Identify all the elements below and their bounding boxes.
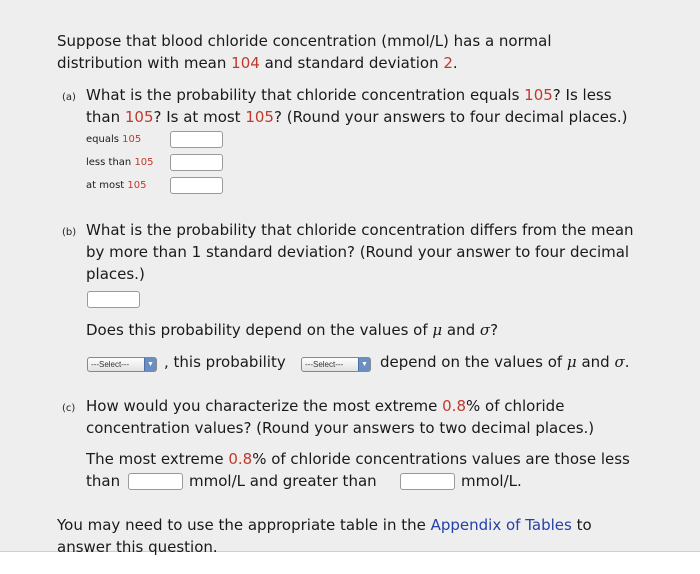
mu-symbol: μ <box>432 321 443 339</box>
footer-line-1 <box>57 514 592 536</box>
part-c-text-1: How would you characterize the most extreme <box>86 397 443 415</box>
part-c-text-2: % of chloride <box>466 397 565 415</box>
select-dropdown-1[interactable] <box>87 357 157 372</box>
greater-than-text: mmol/L and greater than <box>189 472 377 490</box>
part-b-question-2 <box>86 319 686 341</box>
footer-line-2: answer this question. <box>57 538 218 556</box>
part-c-text-3: The most extreme <box>86 450 229 468</box>
less-than-label <box>86 157 154 168</box>
q2-and: and <box>442 321 480 339</box>
mu-symbol-2: μ <box>566 353 577 371</box>
mid-text: , this probability <box>164 353 286 371</box>
appendix-link[interactable]: Appendix of Tables <box>430 516 572 534</box>
equals-answer-input[interactable] <box>170 131 223 148</box>
end-text-1: depend on the values of <box>380 353 567 371</box>
part-b-line-1: What is the probability that chloride concentration differs from the mean <box>86 221 634 239</box>
less-than-answer-input[interactable] <box>170 154 223 171</box>
part-c-line-1 <box>86 395 686 417</box>
intro-line-1 <box>57 30 551 52</box>
part-a-label: (a) <box>62 92 76 103</box>
part-a-value-1: 105 <box>524 86 553 104</box>
q2-text: Does this probability depend on the values of <box>86 321 433 339</box>
select-2-value: ---Select--- <box>305 360 344 369</box>
equals-value: 105 <box>122 134 142 145</box>
equals-label <box>86 134 141 145</box>
part-c-line-3 <box>86 448 686 470</box>
part-a-text-5: ? (Round your answers to four decimal places.) <box>273 108 628 126</box>
footer-text-2: to <box>571 516 592 534</box>
select-dropdown-2[interactable] <box>301 357 371 372</box>
end-period: . <box>624 353 630 371</box>
equals-text: equals <box>86 134 123 145</box>
intro-text-2: distribution with mean <box>57 54 232 72</box>
part-a-text-4: ? Is at most <box>153 108 246 126</box>
end-text <box>380 351 629 373</box>
intro-line-2 <box>57 52 458 74</box>
at-most-label <box>86 180 147 191</box>
part-b-line-2: by more than 1 standard deviation? (Round your answer to four decimal <box>86 243 630 261</box>
part-c-line-2: concentration values? (Round your answers to two decimal places.) <box>86 419 595 437</box>
intro-text-3: and standard deviation <box>259 54 444 72</box>
part-b-answer-input[interactable] <box>87 291 140 308</box>
at-most-answer-input[interactable] <box>170 177 223 194</box>
at-most-value: 105 <box>127 180 147 191</box>
sigma-symbol-2: σ <box>614 353 625 371</box>
intro-text-1: Suppose that blood chloride concentration (mmol/L) has a normal <box>57 32 552 50</box>
part-c-pct-2: 0.8 <box>228 450 253 468</box>
part-a-value-2: 105 <box>124 108 154 126</box>
part-a-line-1 <box>86 84 686 106</box>
select-1-value: ---Select--- <box>91 360 130 369</box>
part-c-pct: 0.8 <box>442 397 466 415</box>
than-text: than <box>86 472 121 490</box>
part-b-line-3: places.) <box>86 265 145 283</box>
footer-text-1: You may need to use the appropriate table in the <box>57 516 431 534</box>
lower-bound-input[interactable] <box>128 473 183 490</box>
less-than-text: less than <box>86 157 135 168</box>
part-a-text-2: ? Is less <box>552 86 612 104</box>
part-a-text-1: What is the probability that chloride concentration equals <box>86 86 525 104</box>
part-c-text-4: % of chloride concentrations values are those less <box>252 450 630 468</box>
part-b-label: (b) <box>62 227 77 238</box>
part-a-value-3: 105 <box>245 108 274 126</box>
part-c-label: (c) <box>62 403 76 414</box>
dropdown-arrow-icon[interactable]: ▼ <box>144 358 156 371</box>
at-most-text: at most <box>86 180 128 191</box>
part-a-line-2 <box>86 106 686 128</box>
dropdown-arrow-icon[interactable]: ▼ <box>358 358 370 371</box>
end-text-and: and <box>576 353 615 371</box>
part-a-text-3: than <box>86 108 125 126</box>
less-than-value: 105 <box>134 157 154 168</box>
upper-bound-input[interactable] <box>400 473 455 490</box>
mean-value: 104 <box>231 54 260 72</box>
sigma-symbol: σ <box>479 321 491 339</box>
intro-text-4: . <box>452 54 458 72</box>
unit-text: mmol/L. <box>461 472 522 490</box>
sd-value: 2 <box>443 54 453 72</box>
q2-end: ? <box>490 321 499 339</box>
